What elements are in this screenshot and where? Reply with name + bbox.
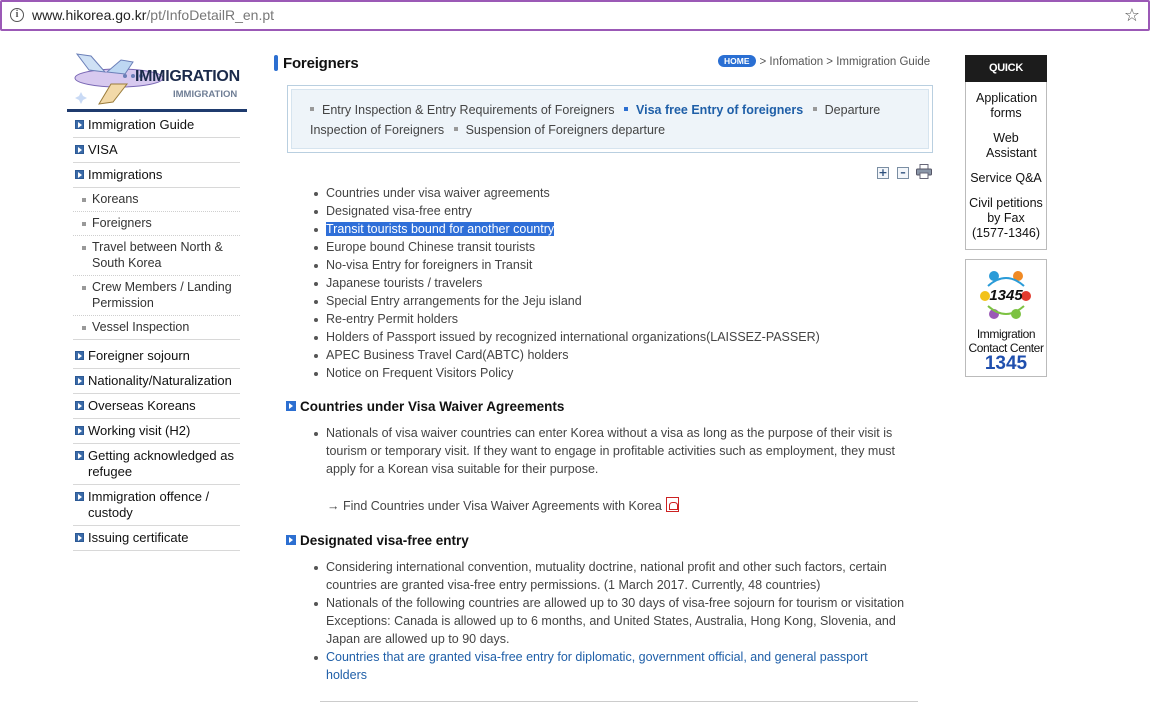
sidebar-item-immigration-guide[interactable] [73,113,240,138]
sidebar-subitem-label: Travel between North & South Korea [92,240,223,270]
countries-link[interactable]: Countries that are granted visa-free entry for diplomatic, government official, and general passport holders [326,650,868,682]
breadcrumb-home-button[interactable]: HOME [718,55,756,67]
sidebar-item-label: Overseas Koreans [88,398,196,413]
sidebar-nav [73,113,240,551]
toc-item-label: Designated visa-free entry [326,204,472,218]
section-heading-text: Countries under Visa Waiver Agreements [300,399,565,414]
printer-icon[interactable] [916,164,932,179]
sidebar-item-issuing-certificate[interactable] [73,526,240,551]
pdf-icon[interactable] [666,497,679,512]
section-heading-text: Designated visa-free entry [300,533,469,548]
subnav-link-label: Suspension of Foreigners departure [465,123,666,137]
url-path: /pt/InfoDetailR_en.pt [146,7,275,23]
arrow-bullet-icon [75,145,84,154]
toc-item[interactable] [312,184,820,202]
sidebar-subitem-travel-north-south[interactable] [73,236,240,276]
arrow-bullet-icon [75,492,84,501]
quick-link-civil-petitions-fax[interactable]: Civil petitions by Fax (1577-1346) [969,196,1043,240]
bullet-icon [310,107,314,111]
url-host: www.hikorea.go.kr [32,7,147,23]
toc-item[interactable] [312,256,820,274]
sidebar-subitem-label: Foreigners [92,216,152,230]
toc-item-label: Re-entry Permit holders [326,312,458,326]
paragraph-text: Considering international convention, mutuality doctrine, national profit and other such factors, certain countries are granted visa-free entry permissions. (1 March 2017. Currently, 48 countries) [326,560,887,592]
contact-center-logo [978,266,1034,322]
list-item [312,558,912,594]
sidebar-item-nationality[interactable] [73,369,240,394]
toc-item-label: Countries under visa waiver agreements [326,186,550,200]
site-logo[interactable] [67,48,247,112]
svg-text:1345: 1345 [989,287,1023,304]
quick-menu-title: QUICK [965,55,1047,82]
sidebar-item-refugee[interactable] [73,444,240,485]
quick-link-web-assistant[interactable]: Web Assistant [986,131,1037,160]
list-item [312,594,912,648]
toc-item[interactable] [312,238,820,256]
info-icon[interactable]: i [10,8,24,22]
toc-item-label: No-visa Entry for foreigners in Transit [326,258,533,272]
sidebar-subitem-foreigners[interactable] [73,212,240,236]
arrow-bullet-icon [75,376,84,385]
subnav-link-entry-inspection[interactable] [310,103,615,117]
arrow-bullet-icon [75,401,84,410]
toc-item-label: Notice on Frequent Visitors Policy [326,366,514,380]
address-bar[interactable] [0,0,1150,31]
subnav-link-label: Entry Inspection & Entry Requirements of Foreigners [322,103,615,117]
zoom-in-button[interactable]: + [878,166,888,179]
toc-item[interactable] [312,364,820,382]
sidebar-subitem-label: Crew Members / Landing Permission [92,280,232,310]
title-marker [274,55,278,71]
arrow-bullet-icon [75,533,84,542]
quick-menu-list [965,82,1047,250]
logo-title: IMMIGRATION [135,68,240,85]
logo-subtitle: IMMIGRATION [173,89,238,100]
square-bullet-icon [82,198,86,202]
subnav-link-label: Visa free Entry of foreigners [635,103,804,117]
sidebar-subitem-vessel-inspection[interactable] [73,316,240,340]
arrow-bullet-icon [75,120,84,129]
url-text[interactable] [32,7,274,23]
breadcrumb [718,55,930,68]
toc-item[interactable] [312,346,820,364]
subnav-link-visa-free-entry[interactable] [624,103,803,117]
toc-item-label: Transit tourists bound for another country [326,222,555,236]
bullet-icon [624,107,628,111]
square-bullet-icon [82,326,86,330]
arrow-bullet-icon [75,451,84,460]
sidebar-subitem-crew-members[interactable] [73,276,240,316]
sidebar-item-label: Immigration offence / custody [88,489,210,520]
arrow-bullet-icon [286,535,296,545]
list-item[interactable] [312,648,912,684]
zoom-out-button[interactable]: – [897,167,909,179]
toc-item-label: Europe bound Chinese transit tourists [326,240,536,254]
quick-link-service-qa[interactable]: Service Q&A [970,171,1042,185]
arrow-bullet-icon [75,170,84,179]
subnav-link-label: Departure Inspection of Foreigners [310,103,881,137]
section-body-designated [312,558,912,684]
sidebar-item-foreigner-sojourn[interactable] [73,344,240,369]
arrow-bullet-icon [75,426,84,435]
square-bullet-icon [82,222,86,226]
sidebar-item-label: VISA [88,142,118,157]
sidebar-item-label: Issuing certificate [88,530,189,545]
link-text: → Find Countries under Visa Waiver Agreements with Korea [327,499,662,513]
bullet-icon [454,127,458,131]
toc-item[interactable] [312,310,820,328]
sidebar-item-visa[interactable] [73,138,240,163]
sub-navigation-inner [291,89,929,149]
sidebar-item-label: Nationality/Naturalization [88,373,232,388]
section-heading-designated [286,533,469,548]
sidebar-submenu [73,187,240,340]
logo-underline [67,109,247,112]
section-heading-waiver [286,399,564,414]
waiver-pdf-link[interactable] [327,497,827,515]
sidebar-item-label: Immigration Guide [88,117,195,132]
sidebar-subitem-label: Vessel Inspection [92,320,190,334]
square-bullet-icon [82,286,86,290]
subnav-link-suspension-departure[interactable] [454,123,665,137]
sidebar-subitem-koreans[interactable] [73,188,240,212]
sidebar-item-label: Working visit (H2) [88,423,191,438]
toc-item[interactable] [312,220,820,238]
contact-center-banner[interactable] [965,259,1047,377]
bullet-icon [813,107,817,111]
sub-navigation [287,85,933,153]
square-bullet-icon [82,246,86,250]
sidebar-subitem-label: Koreans [92,192,139,206]
sidebar-item-label: Foreigner sojourn [88,348,190,363]
breadcrumb-trail: > Infomation > Immigration Guide [759,56,931,68]
paragraph-text: Nationals of the following countries are allowed up to 30 days of visa-free sojourn for tourism or visitation [326,596,905,610]
arrow-bullet-icon [286,401,296,411]
sidebar-item-working-visit[interactable] [73,419,240,444]
list-item [312,424,912,478]
arrow-bullet-icon [75,351,84,360]
toc-item-label: Holders of Passport issued by recognized international organizations(LAISSEZ-PASSER) [326,330,820,344]
page-title: Foreigners [283,55,359,72]
paragraph-text: Nationals of visa waiver countries can enter Korea without a visa as long as the purpose of their visit is tourism or temporary visit. If they want to engage in profitable activities such as employment, they must apply for a Korean visa suitable for their purpose. [326,426,896,476]
toc-item[interactable] [312,292,820,310]
toc-item[interactable] [312,328,820,346]
sidebar-item-label: Immigrations [88,167,163,182]
contact-center-number: 1345 [984,353,1028,374]
toc-item[interactable] [312,202,820,220]
section-body-waiver [312,424,912,478]
quick-link-application-forms[interactable]: Application forms [976,91,1038,120]
toc-item[interactable] [312,274,820,292]
sidebar-item-label: Getting acknowledged as refugee [88,448,234,479]
sidebar-item-overseas-koreans[interactable] [73,394,240,419]
bookmark-star-icon[interactable]: ☆ [1123,5,1140,26]
toc-list [312,184,820,382]
sidebar-item-immigrations[interactable] [73,163,240,187]
toc-item-label: APEC Business Travel Card(ABTC) holders [326,348,569,362]
paragraph-text: Exceptions: Canada is allowed up to 6 months, and United States, Australia, Hong Kong, Slovenia, and Japan are allowed up to 90 days. [326,614,896,646]
sidebar-item-immigration-offence[interactable] [73,485,240,526]
toc-item-label: Special Entry arrangements for the Jeju island [326,294,582,308]
contact-center-label: Immigration Contact Center [968,327,1044,355]
quick-menu [965,55,1047,250]
toc-item-label: Japanese tourists / travelers [326,276,483,290]
